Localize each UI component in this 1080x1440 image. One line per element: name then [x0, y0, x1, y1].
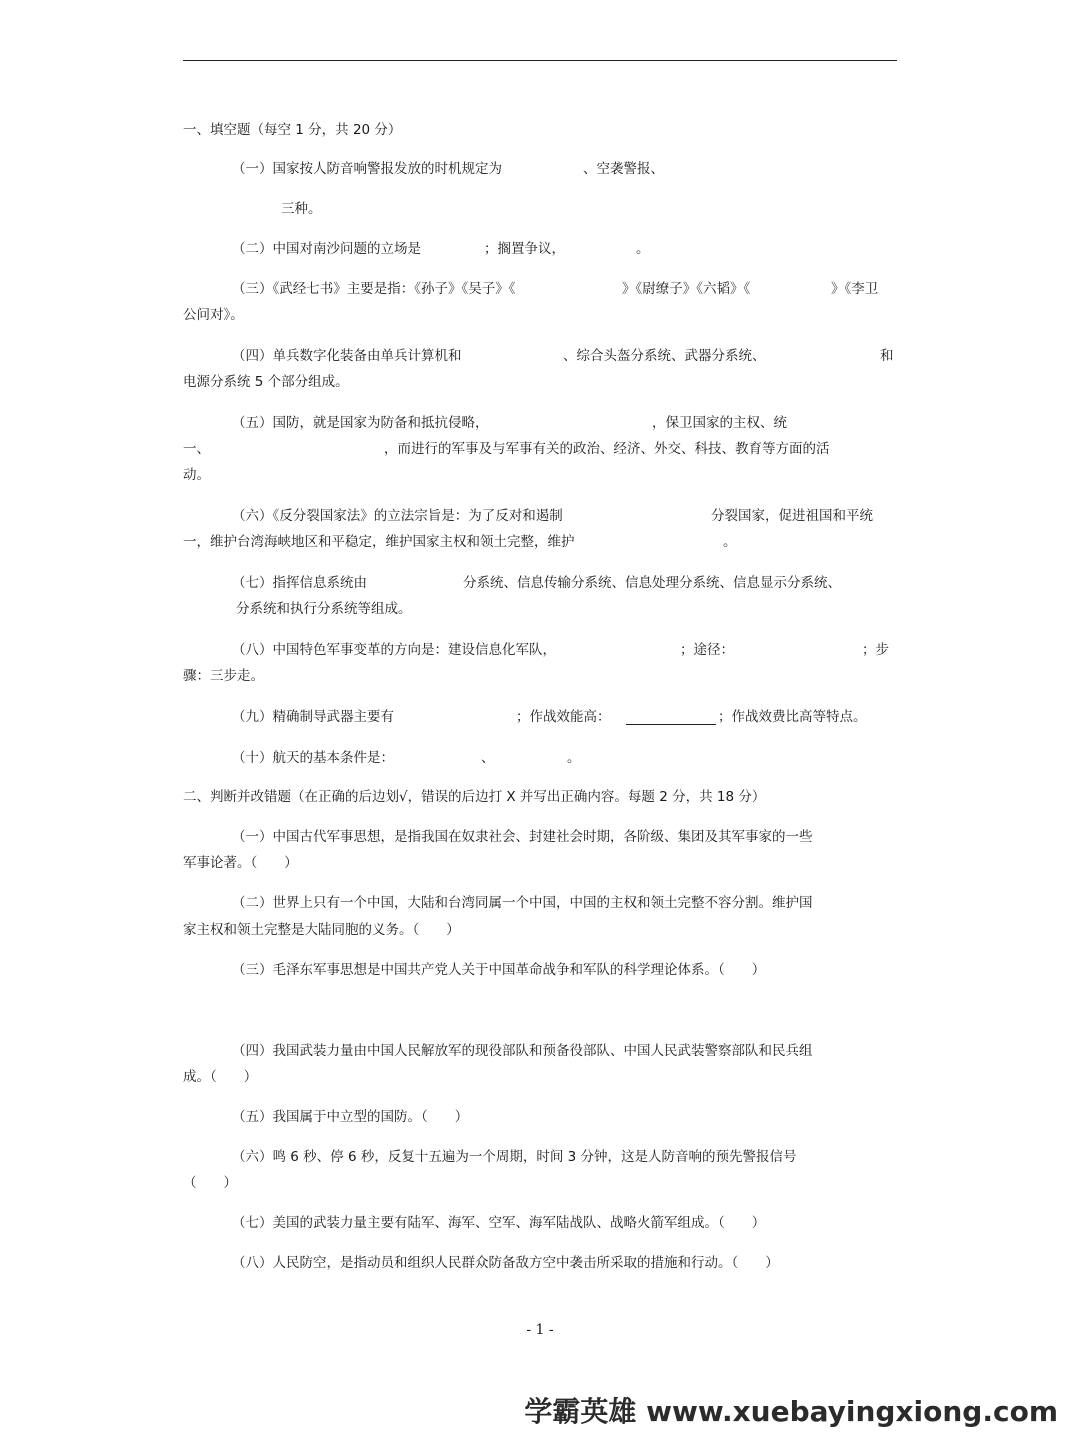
- q6-text: 一，维护台湾海峡地区和平稳定，维护国家主权和领土完整，维护: [183, 534, 575, 550]
- q5-text: ，而进行的军事及与军事有关的政治、经济、外交、科技、教育等方面的活: [384, 441, 830, 457]
- q5-text: ，保卫国家的主权、统: [652, 415, 787, 431]
- q8-text: ；步: [862, 642, 889, 658]
- q9-text: ；作战效能高：: [516, 709, 611, 725]
- q8-text: （八）中国特色军事变革的方向是：建设信息化军队，: [232, 642, 556, 658]
- q9-text: ；作战效费比高等特点。: [718, 709, 867, 725]
- header-rule: [183, 60, 897, 61]
- j2-text: （二）世界上只有一个中国，大陆和台湾同属一个中国，中国的主权和领土完整不容分割。维护国: [232, 895, 813, 911]
- q1-text: 、空袭警报、: [583, 161, 664, 177]
- j4-text: （四）我国武装力量由中国人民解放军的现役部队和预备役部队、中国人民武装警察部队和民兵组: [232, 1043, 813, 1059]
- q1-text: （一）国家按人防音响警报发放的时机规定为: [232, 161, 502, 177]
- q10-text: （十）航天的基本条件是：: [232, 750, 394, 766]
- q2-text: （二）中国对南沙问题的立场是: [232, 241, 421, 257]
- q3-text: 公问对》。: [183, 307, 244, 323]
- q3-text: （三）《武经七书》主要是指：《孙子》《吴子》《: [232, 281, 516, 297]
- q4-text: 电源分系统 5 个部分组成。: [183, 374, 349, 390]
- q6-text: 。: [723, 534, 737, 550]
- q7-text: （七）指挥信息系统由: [232, 575, 367, 591]
- page-number: - 1 -: [526, 1322, 554, 1338]
- j2-text: 家主权和领土完整是大陆同胞的义务。（ ）: [183, 922, 460, 938]
- q5-text: （五）国防，就是国家为防备和抵抗侵略，: [232, 415, 489, 431]
- q7-text: 分系统和执行分系统等组成。: [236, 601, 412, 617]
- q7-text: 分系统、信息传输分系统、信息处理分系统、信息显示分系统、: [463, 575, 841, 591]
- q4-text: （四）单兵数字化装备由单兵计算机和: [232, 348, 462, 364]
- j6-text: （ ）: [183, 1175, 237, 1191]
- q1-text: 三种。: [281, 201, 322, 217]
- q9-text: （九）精确制导武器主要有: [232, 709, 394, 725]
- q8-text: 骤：三步走。: [183, 668, 264, 684]
- j7-text: （七）美国的武装力量主要有陆军、海军、空军、海军陆战队、战略火箭军组成。（ ）: [232, 1215, 766, 1231]
- watermark: 学霸英雄 www.xuebayingxiong.com: [524, 1395, 1058, 1428]
- q9-answer-blank: [626, 710, 716, 725]
- section1-heading: 一、填空题（每空 1 分，共 20 分）: [183, 122, 402, 138]
- q8-text: ；途径：: [680, 642, 734, 658]
- j5-text: （五）我国属于中立型的国防。（ ）: [232, 1109, 469, 1125]
- q3-text: 》《李卫: [831, 281, 879, 297]
- q2-text: ；搁置争议，: [484, 241, 565, 257]
- q5-text: 一、: [183, 441, 210, 457]
- j3-text: （三）毛泽东军事思想是中国共产党人关于中国革命战争和军队的科学理论体系。（ ）: [232, 962, 766, 978]
- q4-text: 、综合头盔分系统、武器分系统、: [563, 348, 766, 364]
- j8-text: （八）人民防空，是指动员和组织人民群众防备敌方空中袭击所采取的措施和行动。（ ）: [232, 1255, 779, 1271]
- j6-text: （六）鸣 6 秒、停 6 秒，反复十五遍为一个周期，时间 3 分钟，这是人防音响的预先警报信号: [232, 1149, 797, 1165]
- q10-text: 。: [567, 750, 581, 766]
- j1-text: （一）中国古代军事思想，是指我国在奴隶社会、封建社会时期，各阶级、集团及其军事家的一些: [232, 829, 813, 845]
- q10-text: 、: [481, 750, 495, 766]
- q5-text: 动。: [183, 467, 210, 483]
- q3-text: 》《尉缭子》《六韬》《: [622, 281, 751, 297]
- q6-text: （六）《反分裂国家法》的立法宗旨是：为了反对和遏制: [232, 508, 563, 524]
- q6-text: 分裂国家，促进祖国和平统: [711, 508, 873, 524]
- q2-text: 。: [636, 241, 650, 257]
- j4-text: 成。（ ）: [183, 1069, 258, 1085]
- section2-heading: 二、判断并改错题（在正确的后边划√，错误的后边打 X 并写出正确内容。每题 2 分，共 18 分）: [183, 789, 766, 805]
- j1-text: 军事论著。（ ）: [183, 855, 298, 871]
- q4-text: 和: [880, 348, 894, 364]
